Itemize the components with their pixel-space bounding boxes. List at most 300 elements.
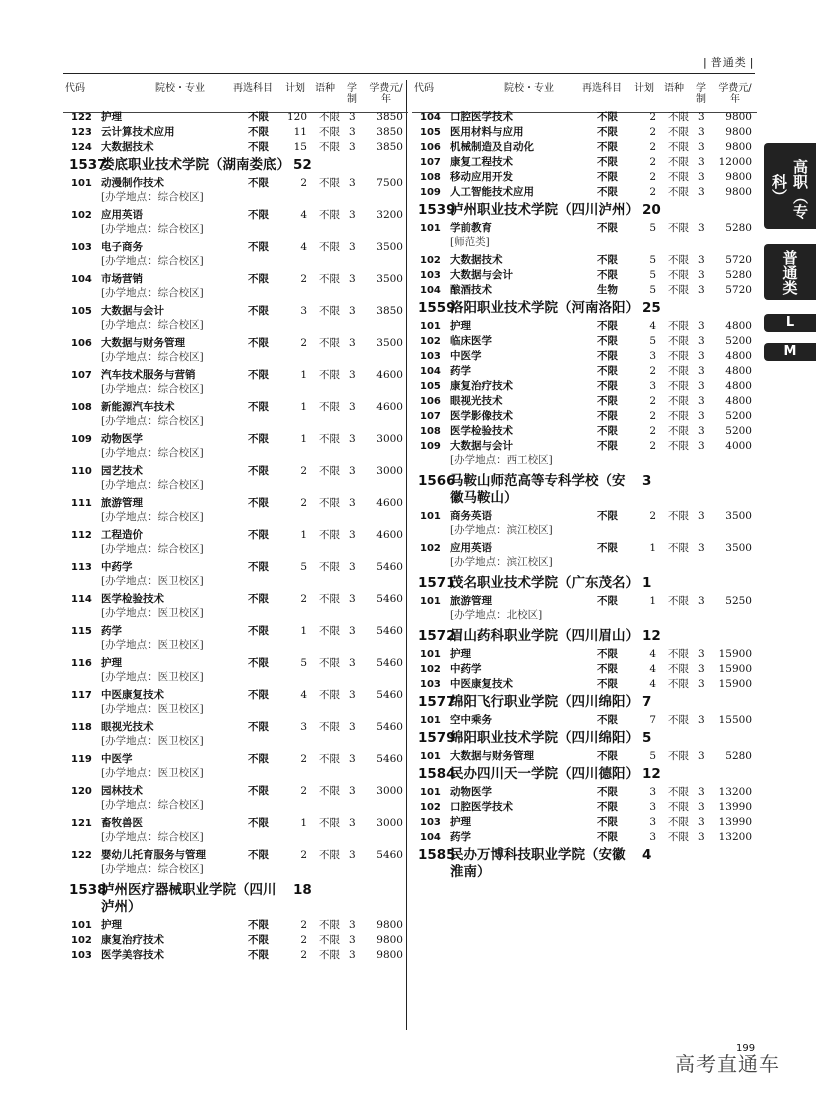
language: 不限 bbox=[668, 141, 689, 153]
subject-requirement: 不限 bbox=[248, 305, 269, 317]
years: 3 bbox=[698, 801, 705, 813]
table-row bbox=[63, 208, 408, 223]
tuition-fee: 9800 bbox=[376, 919, 403, 931]
table-row bbox=[412, 541, 757, 556]
plan-count: 4 bbox=[649, 648, 656, 660]
language: 不限 bbox=[319, 529, 340, 541]
subject-requirement: 不限 bbox=[597, 126, 618, 138]
language: 不限 bbox=[668, 365, 689, 377]
major-code: 103 bbox=[420, 351, 441, 362]
table-row bbox=[63, 240, 408, 255]
plan-count: 15 bbox=[293, 141, 307, 153]
school-total: 1 bbox=[642, 575, 652, 591]
major-code: 122 bbox=[71, 112, 92, 123]
language: 不限 bbox=[319, 305, 340, 317]
major-name: 学前教育 bbox=[450, 222, 492, 234]
years: 3 bbox=[698, 350, 705, 362]
major-name: 空中乘务 bbox=[450, 714, 492, 726]
years: 3 bbox=[698, 269, 705, 281]
table-row bbox=[63, 816, 408, 831]
subject-requirement: 不限 bbox=[597, 663, 618, 675]
plan-count: 1 bbox=[300, 401, 307, 413]
language: 不限 bbox=[668, 320, 689, 332]
plan-count: 2 bbox=[300, 934, 307, 946]
header-plan: 计划 bbox=[634, 83, 654, 94]
subject-requirement: 不限 bbox=[597, 350, 618, 362]
major-code: 102 bbox=[420, 336, 441, 347]
major-code: 103 bbox=[420, 679, 441, 690]
school-code: 1539 bbox=[418, 202, 456, 218]
years: 3 bbox=[349, 369, 356, 381]
major-name: 医学美容技术 bbox=[101, 949, 164, 961]
major-code: 109 bbox=[420, 187, 441, 198]
plan-count: 2 bbox=[300, 177, 307, 189]
plan-count: 3 bbox=[300, 721, 307, 733]
section-label: | 普通类 | bbox=[703, 54, 754, 70]
plan-count: 5 bbox=[300, 657, 307, 669]
plan-count: 2 bbox=[649, 440, 656, 452]
campus-note: [办学地点：综合校区] bbox=[101, 319, 204, 331]
plan-count: 2 bbox=[300, 337, 307, 349]
school-heading bbox=[412, 200, 757, 221]
side-tab-vocational[interactable]: 高职（专科） bbox=[764, 143, 816, 229]
major-name: 应用英语 bbox=[101, 209, 143, 221]
plan-count: 2 bbox=[300, 785, 307, 797]
subject-requirement: 不限 bbox=[597, 595, 618, 607]
table-row bbox=[412, 749, 757, 764]
years: 3 bbox=[349, 177, 356, 189]
table-row bbox=[412, 110, 757, 125]
years: 3 bbox=[349, 849, 356, 861]
language: 不限 bbox=[319, 141, 340, 153]
language: 不限 bbox=[319, 657, 340, 669]
major-code: 107 bbox=[71, 370, 92, 381]
school-name: 眉山药科职业学院（四川眉山） bbox=[450, 628, 639, 644]
years: 3 bbox=[698, 510, 705, 522]
tuition-fee: 4000 bbox=[725, 440, 752, 452]
campus-note: [办学地点：综合校区] bbox=[101, 447, 204, 459]
tuition-fee: 9800 bbox=[376, 934, 403, 946]
major-code: 118 bbox=[71, 722, 92, 733]
language: 不限 bbox=[319, 919, 340, 931]
subject-requirement: 不限 bbox=[248, 919, 269, 931]
major-name: 大数据与财务管理 bbox=[101, 337, 185, 349]
tuition-fee: 5280 bbox=[725, 269, 752, 281]
campus-note: [师范类] bbox=[450, 236, 490, 248]
major-name: 中医康复技术 bbox=[101, 689, 164, 701]
tuition-fee: 5280 bbox=[725, 222, 752, 234]
school-name: 娄底职业技术学院（湖南娄底） bbox=[101, 157, 290, 173]
table-row bbox=[63, 592, 408, 607]
table-row bbox=[63, 784, 408, 799]
years: 3 bbox=[349, 689, 356, 701]
language: 不限 bbox=[668, 831, 689, 843]
subject-requirement: 不限 bbox=[248, 753, 269, 765]
major-code: 121 bbox=[71, 818, 92, 829]
campus-note: [办学地点：医卫校区] bbox=[101, 703, 204, 715]
major-name: 大数据与会计 bbox=[101, 305, 164, 317]
plan-count: 5 bbox=[649, 269, 656, 281]
campus-note: [办学地点：滨江校区] bbox=[450, 524, 553, 536]
table-row bbox=[412, 647, 757, 662]
major-name: 商务英语 bbox=[450, 510, 492, 522]
school-heading bbox=[63, 155, 408, 176]
right-column bbox=[412, 80, 757, 883]
campus-note: [办学地点：北校区] bbox=[450, 609, 543, 621]
major-code: 104 bbox=[420, 112, 441, 123]
years: 3 bbox=[698, 284, 705, 296]
years: 3 bbox=[698, 380, 705, 392]
major-code: 119 bbox=[71, 754, 92, 765]
subject-requirement: 不限 bbox=[597, 380, 618, 392]
major-code: 106 bbox=[420, 142, 441, 153]
table-row bbox=[63, 272, 408, 287]
campus-note: [办学地点：医卫校区] bbox=[101, 671, 204, 683]
major-code: 101 bbox=[420, 751, 441, 762]
side-tab-general[interactable]: 普通类 bbox=[764, 244, 816, 300]
table-row bbox=[63, 933, 408, 948]
plan-count: 2 bbox=[649, 156, 656, 168]
table-row bbox=[63, 948, 408, 963]
tuition-fee: 13200 bbox=[718, 831, 752, 843]
tuition-fee: 4600 bbox=[376, 497, 403, 509]
subject-requirement: 不限 bbox=[597, 542, 618, 554]
language: 不限 bbox=[668, 816, 689, 828]
language: 不限 bbox=[668, 284, 689, 296]
school-heading bbox=[412, 298, 757, 319]
campus-note: [办学地点：综合校区] bbox=[101, 543, 204, 555]
major-code: 101 bbox=[71, 920, 92, 931]
major-name: 护理 bbox=[450, 816, 471, 828]
table-row bbox=[412, 283, 757, 298]
language: 不限 bbox=[668, 786, 689, 798]
school-total: 52 bbox=[293, 157, 312, 173]
school-code: 1571 bbox=[418, 575, 456, 591]
major-name: 康复工程技术 bbox=[450, 156, 513, 168]
major-name: 中药学 bbox=[450, 663, 482, 675]
plan-count: 4 bbox=[300, 209, 307, 221]
major-code: 117 bbox=[71, 690, 92, 701]
major-name: 电子商务 bbox=[101, 241, 143, 253]
major-code: 103 bbox=[71, 950, 92, 961]
subject-requirement: 不限 bbox=[248, 689, 269, 701]
tuition-fee: 3500 bbox=[376, 337, 403, 349]
side-tab-m[interactable]: M bbox=[764, 343, 816, 361]
school-total: 25 bbox=[642, 300, 661, 316]
subject-requirement: 不限 bbox=[597, 678, 618, 690]
major-code: 103 bbox=[71, 242, 92, 253]
table-row bbox=[412, 253, 757, 268]
school-heading bbox=[63, 880, 408, 918]
years: 3 bbox=[349, 465, 356, 477]
years: 3 bbox=[698, 410, 705, 422]
years: 3 bbox=[349, 785, 356, 797]
major-code: 109 bbox=[71, 434, 92, 445]
language: 不限 bbox=[319, 111, 340, 123]
major-name: 人工智能技术应用 bbox=[450, 186, 534, 198]
major-name: 动物医学 bbox=[101, 433, 143, 445]
tuition-fee: 15900 bbox=[718, 663, 752, 675]
subject-requirement: 不限 bbox=[597, 410, 618, 422]
right-body bbox=[412, 110, 757, 883]
years: 3 bbox=[698, 222, 705, 234]
years: 3 bbox=[349, 657, 356, 669]
major-code: 115 bbox=[71, 626, 92, 637]
major-name: 畜牧兽医 bbox=[101, 817, 143, 829]
major-name: 康复治疗技术 bbox=[101, 934, 164, 946]
subject-requirement: 不限 bbox=[597, 786, 618, 798]
table-row bbox=[412, 185, 757, 200]
subject-requirement: 不限 bbox=[248, 273, 269, 285]
watermark: 高考直通车 bbox=[675, 1052, 780, 1076]
language: 不限 bbox=[668, 111, 689, 123]
header-code: 代码 bbox=[65, 83, 85, 94]
language: 不限 bbox=[668, 222, 689, 234]
subject-requirement: 不限 bbox=[597, 816, 618, 828]
tuition-fee: 5200 bbox=[725, 335, 752, 347]
plan-count: 1 bbox=[300, 433, 307, 445]
table-row bbox=[63, 720, 408, 735]
tuition-fee: 9800 bbox=[376, 949, 403, 961]
subject-requirement: 不限 bbox=[597, 335, 618, 347]
years: 3 bbox=[349, 919, 356, 931]
tuition-fee: 3500 bbox=[376, 241, 403, 253]
subject-requirement: 生物 bbox=[597, 284, 618, 296]
language: 不限 bbox=[668, 750, 689, 762]
tuition-fee: 4800 bbox=[725, 395, 752, 407]
table-row bbox=[63, 528, 408, 543]
subject-requirement: 不限 bbox=[597, 171, 618, 183]
years: 3 bbox=[349, 337, 356, 349]
language: 不限 bbox=[668, 335, 689, 347]
major-name: 机械制造及自动化 bbox=[450, 141, 534, 153]
header-lang: 语种 bbox=[315, 83, 335, 94]
language: 不限 bbox=[319, 337, 340, 349]
language: 不限 bbox=[668, 648, 689, 660]
major-name: 中医康复技术 bbox=[450, 678, 513, 690]
plan-count: 5 bbox=[649, 284, 656, 296]
tuition-fee: 3850 bbox=[376, 126, 403, 138]
major-code: 109 bbox=[420, 441, 441, 452]
school-code: 1538 bbox=[69, 882, 107, 898]
language: 不限 bbox=[668, 663, 689, 675]
school-name: 茂名职业技术学院（广东茂名） bbox=[450, 575, 639, 591]
major-name: 护理 bbox=[450, 648, 471, 660]
school-code: 1537 bbox=[69, 157, 107, 173]
table-row bbox=[63, 110, 408, 125]
language: 不限 bbox=[319, 934, 340, 946]
language: 不限 bbox=[668, 542, 689, 554]
school-heading bbox=[412, 471, 757, 509]
subject-requirement: 不限 bbox=[597, 186, 618, 198]
major-name: 药学 bbox=[101, 625, 122, 637]
years: 3 bbox=[698, 714, 705, 726]
major-code: 103 bbox=[420, 817, 441, 828]
tuition-fee: 15500 bbox=[718, 714, 752, 726]
subject-requirement: 不限 bbox=[597, 320, 618, 332]
header-lang: 语种 bbox=[664, 83, 684, 94]
language: 不限 bbox=[319, 785, 340, 797]
table-row bbox=[412, 140, 757, 155]
major-code: 110 bbox=[71, 466, 92, 477]
major-name: 动物医学 bbox=[450, 786, 492, 798]
major-name: 旅游管理 bbox=[101, 497, 143, 509]
major-code: 101 bbox=[420, 649, 441, 660]
left-body bbox=[63, 110, 408, 963]
campus-note: [办学地点：综合校区] bbox=[101, 383, 204, 395]
tuition-fee: 15900 bbox=[718, 648, 752, 660]
table-row bbox=[63, 368, 408, 383]
major-name: 旅游管理 bbox=[450, 595, 492, 607]
table-row bbox=[412, 221, 757, 236]
subject-requirement: 不限 bbox=[248, 369, 269, 381]
tuition-fee: 3850 bbox=[376, 305, 403, 317]
school-heading bbox=[412, 626, 757, 647]
major-name: 大数据与会计 bbox=[450, 440, 513, 452]
tuition-fee: 13990 bbox=[718, 801, 752, 813]
major-name: 中医学 bbox=[101, 753, 133, 765]
language: 不限 bbox=[668, 186, 689, 198]
school-name: 民办四川天一学院（四川德阳） bbox=[450, 766, 639, 782]
school-heading bbox=[412, 728, 757, 749]
school-code: 1566 bbox=[418, 473, 456, 489]
language: 不限 bbox=[319, 817, 340, 829]
tuition-fee: 5200 bbox=[725, 425, 752, 437]
tuition-fee: 3000 bbox=[376, 817, 403, 829]
years: 3 bbox=[698, 126, 705, 138]
school-total: 7 bbox=[642, 694, 652, 710]
plan-count: 5 bbox=[300, 561, 307, 573]
major-code: 101 bbox=[420, 223, 441, 234]
years: 3 bbox=[698, 595, 705, 607]
campus-note: [办学地点：综合校区] bbox=[101, 255, 204, 267]
subject-requirement: 不限 bbox=[248, 126, 269, 138]
plan-count: 1 bbox=[300, 369, 307, 381]
school-code: 1577 bbox=[418, 694, 456, 710]
language: 不限 bbox=[319, 369, 340, 381]
major-name: 医学检验技术 bbox=[101, 593, 164, 605]
school-heading bbox=[412, 845, 757, 883]
language: 不限 bbox=[319, 849, 340, 861]
years: 3 bbox=[698, 395, 705, 407]
years: 3 bbox=[698, 156, 705, 168]
subject-requirement: 不限 bbox=[597, 648, 618, 660]
tuition-fee: 5460 bbox=[376, 625, 403, 637]
years: 3 bbox=[698, 786, 705, 798]
years: 3 bbox=[349, 305, 356, 317]
major-name: 大数据与财务管理 bbox=[450, 750, 534, 762]
table-row bbox=[412, 815, 757, 830]
plan-count: 7 bbox=[649, 714, 656, 726]
tuition-fee: 3500 bbox=[725, 510, 752, 522]
major-code: 101 bbox=[71, 178, 92, 189]
subject-requirement: 不限 bbox=[248, 241, 269, 253]
plan-count: 1 bbox=[649, 542, 656, 554]
header-subjects: 再选科目 bbox=[233, 83, 273, 94]
tuition-fee: 4600 bbox=[376, 369, 403, 381]
major-name: 大数据与会计 bbox=[450, 269, 513, 281]
campus-note: [办学地点：滨江校区] bbox=[450, 556, 553, 568]
major-code: 111 bbox=[71, 498, 92, 509]
subject-requirement: 不限 bbox=[248, 593, 269, 605]
school-total: 4 bbox=[642, 847, 652, 863]
school-code: 1559 bbox=[418, 300, 456, 316]
side-tab-l[interactable]: L bbox=[764, 314, 816, 332]
years: 3 bbox=[698, 542, 705, 554]
subject-requirement: 不限 bbox=[597, 222, 618, 234]
plan-count: 5 bbox=[649, 750, 656, 762]
plan-count: 2 bbox=[649, 410, 656, 422]
tuition-fee: 5460 bbox=[376, 849, 403, 861]
major-name: 动漫制作技术 bbox=[101, 177, 164, 189]
plan-count: 3 bbox=[649, 350, 656, 362]
table-row bbox=[412, 830, 757, 845]
tuition-fee: 12000 bbox=[718, 156, 752, 168]
table-row bbox=[412, 594, 757, 609]
plan-count: 3 bbox=[300, 305, 307, 317]
language: 不限 bbox=[668, 350, 689, 362]
campus-note: [办学地点：综合校区] bbox=[101, 479, 204, 491]
plan-count: 2 bbox=[649, 126, 656, 138]
header-name: 院校・专业 bbox=[504, 83, 554, 94]
table-row bbox=[412, 349, 757, 364]
plan-count: 2 bbox=[300, 949, 307, 961]
tuition-fee: 3000 bbox=[376, 785, 403, 797]
tuition-fee: 9800 bbox=[725, 126, 752, 138]
plan-count: 1 bbox=[300, 529, 307, 541]
table-row bbox=[63, 304, 408, 319]
campus-note: [办学地点：综合校区] bbox=[101, 351, 204, 363]
table-row bbox=[63, 918, 408, 933]
major-name: 酿酒技术 bbox=[450, 284, 492, 296]
tuition-fee: 13990 bbox=[718, 816, 752, 828]
years: 3 bbox=[698, 141, 705, 153]
table-row bbox=[412, 713, 757, 728]
plan-count: 1 bbox=[649, 595, 656, 607]
major-code: 104 bbox=[71, 274, 92, 285]
tuition-fee: 4600 bbox=[376, 401, 403, 413]
years: 3 bbox=[698, 678, 705, 690]
school-heading bbox=[412, 692, 757, 713]
table-row bbox=[412, 170, 757, 185]
tuition-fee: 5250 bbox=[725, 595, 752, 607]
major-name: 工程造价 bbox=[101, 529, 143, 541]
subject-requirement: 不限 bbox=[248, 337, 269, 349]
years: 3 bbox=[698, 186, 705, 198]
major-code: 103 bbox=[420, 270, 441, 281]
plan-count: 3 bbox=[649, 786, 656, 798]
table-row bbox=[63, 140, 408, 155]
major-name: 医学影像技术 bbox=[450, 410, 513, 422]
years: 3 bbox=[698, 425, 705, 437]
table-row bbox=[63, 400, 408, 415]
tuition-fee: 9800 bbox=[725, 141, 752, 153]
major-name: 康复治疗技术 bbox=[450, 380, 513, 392]
header-subjects: 再选科目 bbox=[582, 83, 622, 94]
table-row bbox=[412, 509, 757, 524]
major-code: 102 bbox=[71, 210, 92, 221]
tuition-fee: 4800 bbox=[725, 350, 752, 362]
table-row bbox=[63, 464, 408, 479]
years: 3 bbox=[698, 254, 705, 266]
school-total: 12 bbox=[642, 628, 661, 644]
table-row bbox=[412, 424, 757, 439]
major-name: 园艺技术 bbox=[101, 465, 143, 477]
years: 3 bbox=[698, 663, 705, 675]
plan-count: 2 bbox=[300, 919, 307, 931]
header-years: 学制 bbox=[347, 83, 357, 105]
subject-requirement: 不限 bbox=[248, 849, 269, 861]
